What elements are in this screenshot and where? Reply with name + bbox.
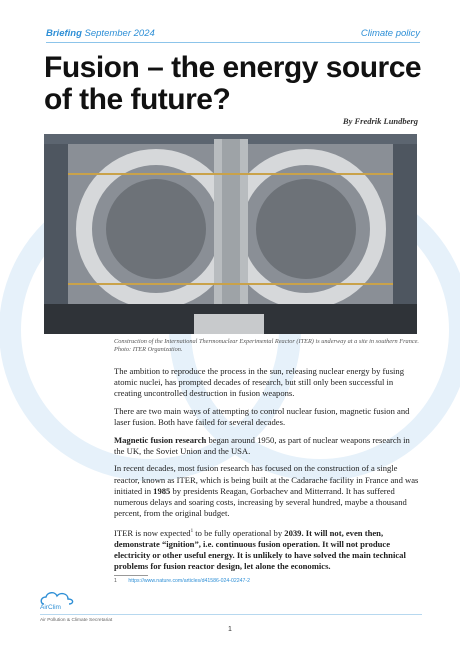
- briefing-label: Briefing: [46, 28, 82, 39]
- footnote-divider: [114, 575, 148, 576]
- paragraph: [114, 435, 420, 457]
- header-divider: [46, 42, 420, 43]
- iter-reactor-photo: [44, 134, 417, 334]
- page-header: [46, 28, 420, 42]
- paragraph: [114, 526, 420, 573]
- paragraph-text: began around 1950, as part of nuclear weapons research in the UK, the Soviet Union and the USA.: [114, 434, 410, 456]
- organization-name: Air Pollution & Climate Secretariat: [40, 618, 113, 623]
- footnote: [114, 578, 420, 584]
- paragraph: The ambition to reproduce the process in the sun, releasing nuclear energy by fusing atomic nuclei, has prompted decades of research, but still only been successful in creating uncontrolled destruction in fusion weapons.: [114, 366, 405, 399]
- article-body: [114, 366, 420, 579]
- paragraph-text: by presidents Reagan, Gorbachev and Mitterrand. It has suffered numerous delays and soaring costs, increasing by several hundred, maybe a thousand percent, from the original budget.: [114, 485, 407, 519]
- logo-text: AirClim: [40, 604, 61, 611]
- page-number: 1: [228, 626, 232, 633]
- paragraph-bold-text: . It will not, even then, demonstrate “ignition”, i.e. continuous fusion operation. It will not produce electricity or other useful energy. It is unlikely to have solved the main technical problems for fusion reactor design, let alone the economics.: [114, 527, 406, 572]
- byline: By Fredrik Lundberg: [342, 116, 418, 126]
- year-highlight: 1985: [153, 485, 171, 496]
- footnote-link[interactable]: https://www.nature.com/articles/d41586-024-02247-2: [128, 578, 251, 584]
- year-highlight: 2039: [284, 527, 302, 538]
- footnote-ref[interactable]: 1: [190, 528, 194, 534]
- paragraph-text: to be fully operational by: [193, 527, 285, 538]
- paragraph-lead: Magnetic fusion research: [114, 434, 207, 445]
- figure-caption: Construction of the International Thermonuclear Experimental Reactor (ITER) is underway at a site in southern France. Photo: ITER Organization.: [114, 338, 420, 354]
- briefing-date: September 2024: [84, 28, 155, 39]
- paragraph: [114, 463, 420, 519]
- footer-divider: [40, 614, 422, 615]
- topic-label: Climate policy: [360, 28, 420, 39]
- footnote-number: 1: [114, 578, 117, 584]
- paragraph-text: In recent decades, most fusion research has focused on the construction of a single reactor, known as ITER, which is being built at the Cadarache facility in France and was initiated in: [114, 463, 419, 496]
- paragraph-text: ITER is now expected: [114, 527, 191, 538]
- paragraph: There are two main ways of attempting to control nuclear fusion, magnetic fusion and laser fusion. Both have failed for several decades.: [114, 405, 410, 428]
- article-title: Fusion – the energy source of the future?: [44, 51, 422, 116]
